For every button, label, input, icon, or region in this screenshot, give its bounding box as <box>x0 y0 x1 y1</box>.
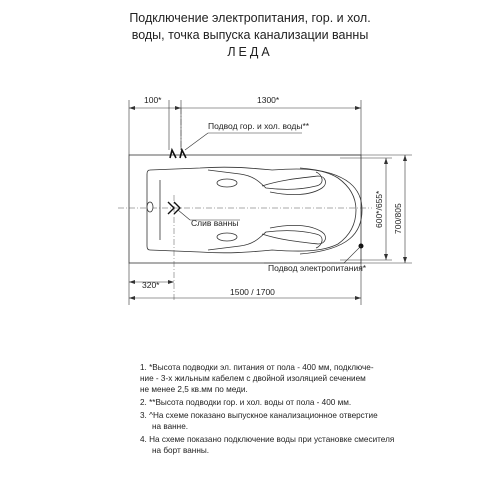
dim-label-bottom-offset: 320* <box>142 280 160 290</box>
arrow-top-left <box>129 106 135 110</box>
note-1-line-3: не менее 2,5 кв.мм по меди. <box>140 385 248 394</box>
dim-label-right-inner: 600*/655* <box>374 190 384 228</box>
arrow-right-outer-top <box>403 155 407 161</box>
tub-side-handle-bottom <box>217 233 237 241</box>
arrow-right-inner-top <box>384 158 388 164</box>
note-4-line-2: на борт ванны. <box>152 446 210 455</box>
note-4-line-1: 4. На схеме показано подключение воды при установке смесителя <box>140 435 395 444</box>
note-2-line-1: 2. **Высота подводки гор. и хол. воды от пола - 400 мм. <box>140 398 352 407</box>
arrow-bottom-span-left <box>129 296 135 300</box>
dim-label-top-offset: 100* <box>144 95 162 105</box>
arrow-right-inner-bottom <box>384 254 388 260</box>
arrow-top-right <box>355 106 361 110</box>
overflow-outlet <box>147 202 153 212</box>
dim-label-top-span: 1300* <box>257 95 280 105</box>
leader-drain <box>178 210 190 220</box>
note-2 <box>140 397 440 408</box>
note-4 <box>140 434 440 456</box>
callout-drain: Слив ванны <box>191 218 239 228</box>
leader-power <box>344 246 361 263</box>
dim-label-bottom-span: 1500 / 1700 <box>230 287 275 297</box>
tub-armrest-top <box>208 170 322 189</box>
arrow-bottom-offset-right <box>168 280 174 284</box>
water-supply-mark-cold <box>180 150 186 158</box>
tub-armrest-top-inner <box>262 176 325 195</box>
tub-outer-outline <box>129 155 361 263</box>
tub-armrest-bottom <box>208 231 322 250</box>
note-3 <box>140 410 440 432</box>
callout-water: Подвод гор. и хол. воды** <box>208 121 310 131</box>
note-3-line-1: 3. ^На схеме показано выпускное канализационное отверстие <box>140 411 378 420</box>
tub-armrest-bottom-inner <box>262 225 325 244</box>
notes-block <box>140 362 440 458</box>
dim-label-right-outer: 700/805 <box>393 203 403 234</box>
arrow-top-mid-left <box>175 106 181 110</box>
note-1-line-1: 1. *Высота подводки эл. питания от пола - 400 мм, подключе- <box>140 363 374 372</box>
tub-headrest-curve <box>300 168 362 254</box>
note-3-line-2: на ванне. <box>152 422 189 431</box>
title-line-3: ЛЕДА <box>227 45 273 59</box>
arrow-bottom-span-right <box>355 296 361 300</box>
tub-side-handle-top <box>217 179 237 187</box>
title-line-1: Подключение электропитания, гор. и хол. <box>129 11 371 25</box>
leader-water <box>185 133 208 150</box>
callout-power: Подвод электропитания* <box>268 263 367 273</box>
note-1-line-2: ние - 3-х жильным кабелем с двойной изоляцией сечением <box>140 374 366 383</box>
note-1 <box>140 362 440 395</box>
title-line-2: воды, точка выпуска канализации ванны <box>131 28 369 42</box>
water-supply-mark-hot <box>170 150 176 158</box>
arrow-right-outer-bottom <box>403 257 407 263</box>
arrow-bottom-offset-left <box>129 280 135 284</box>
